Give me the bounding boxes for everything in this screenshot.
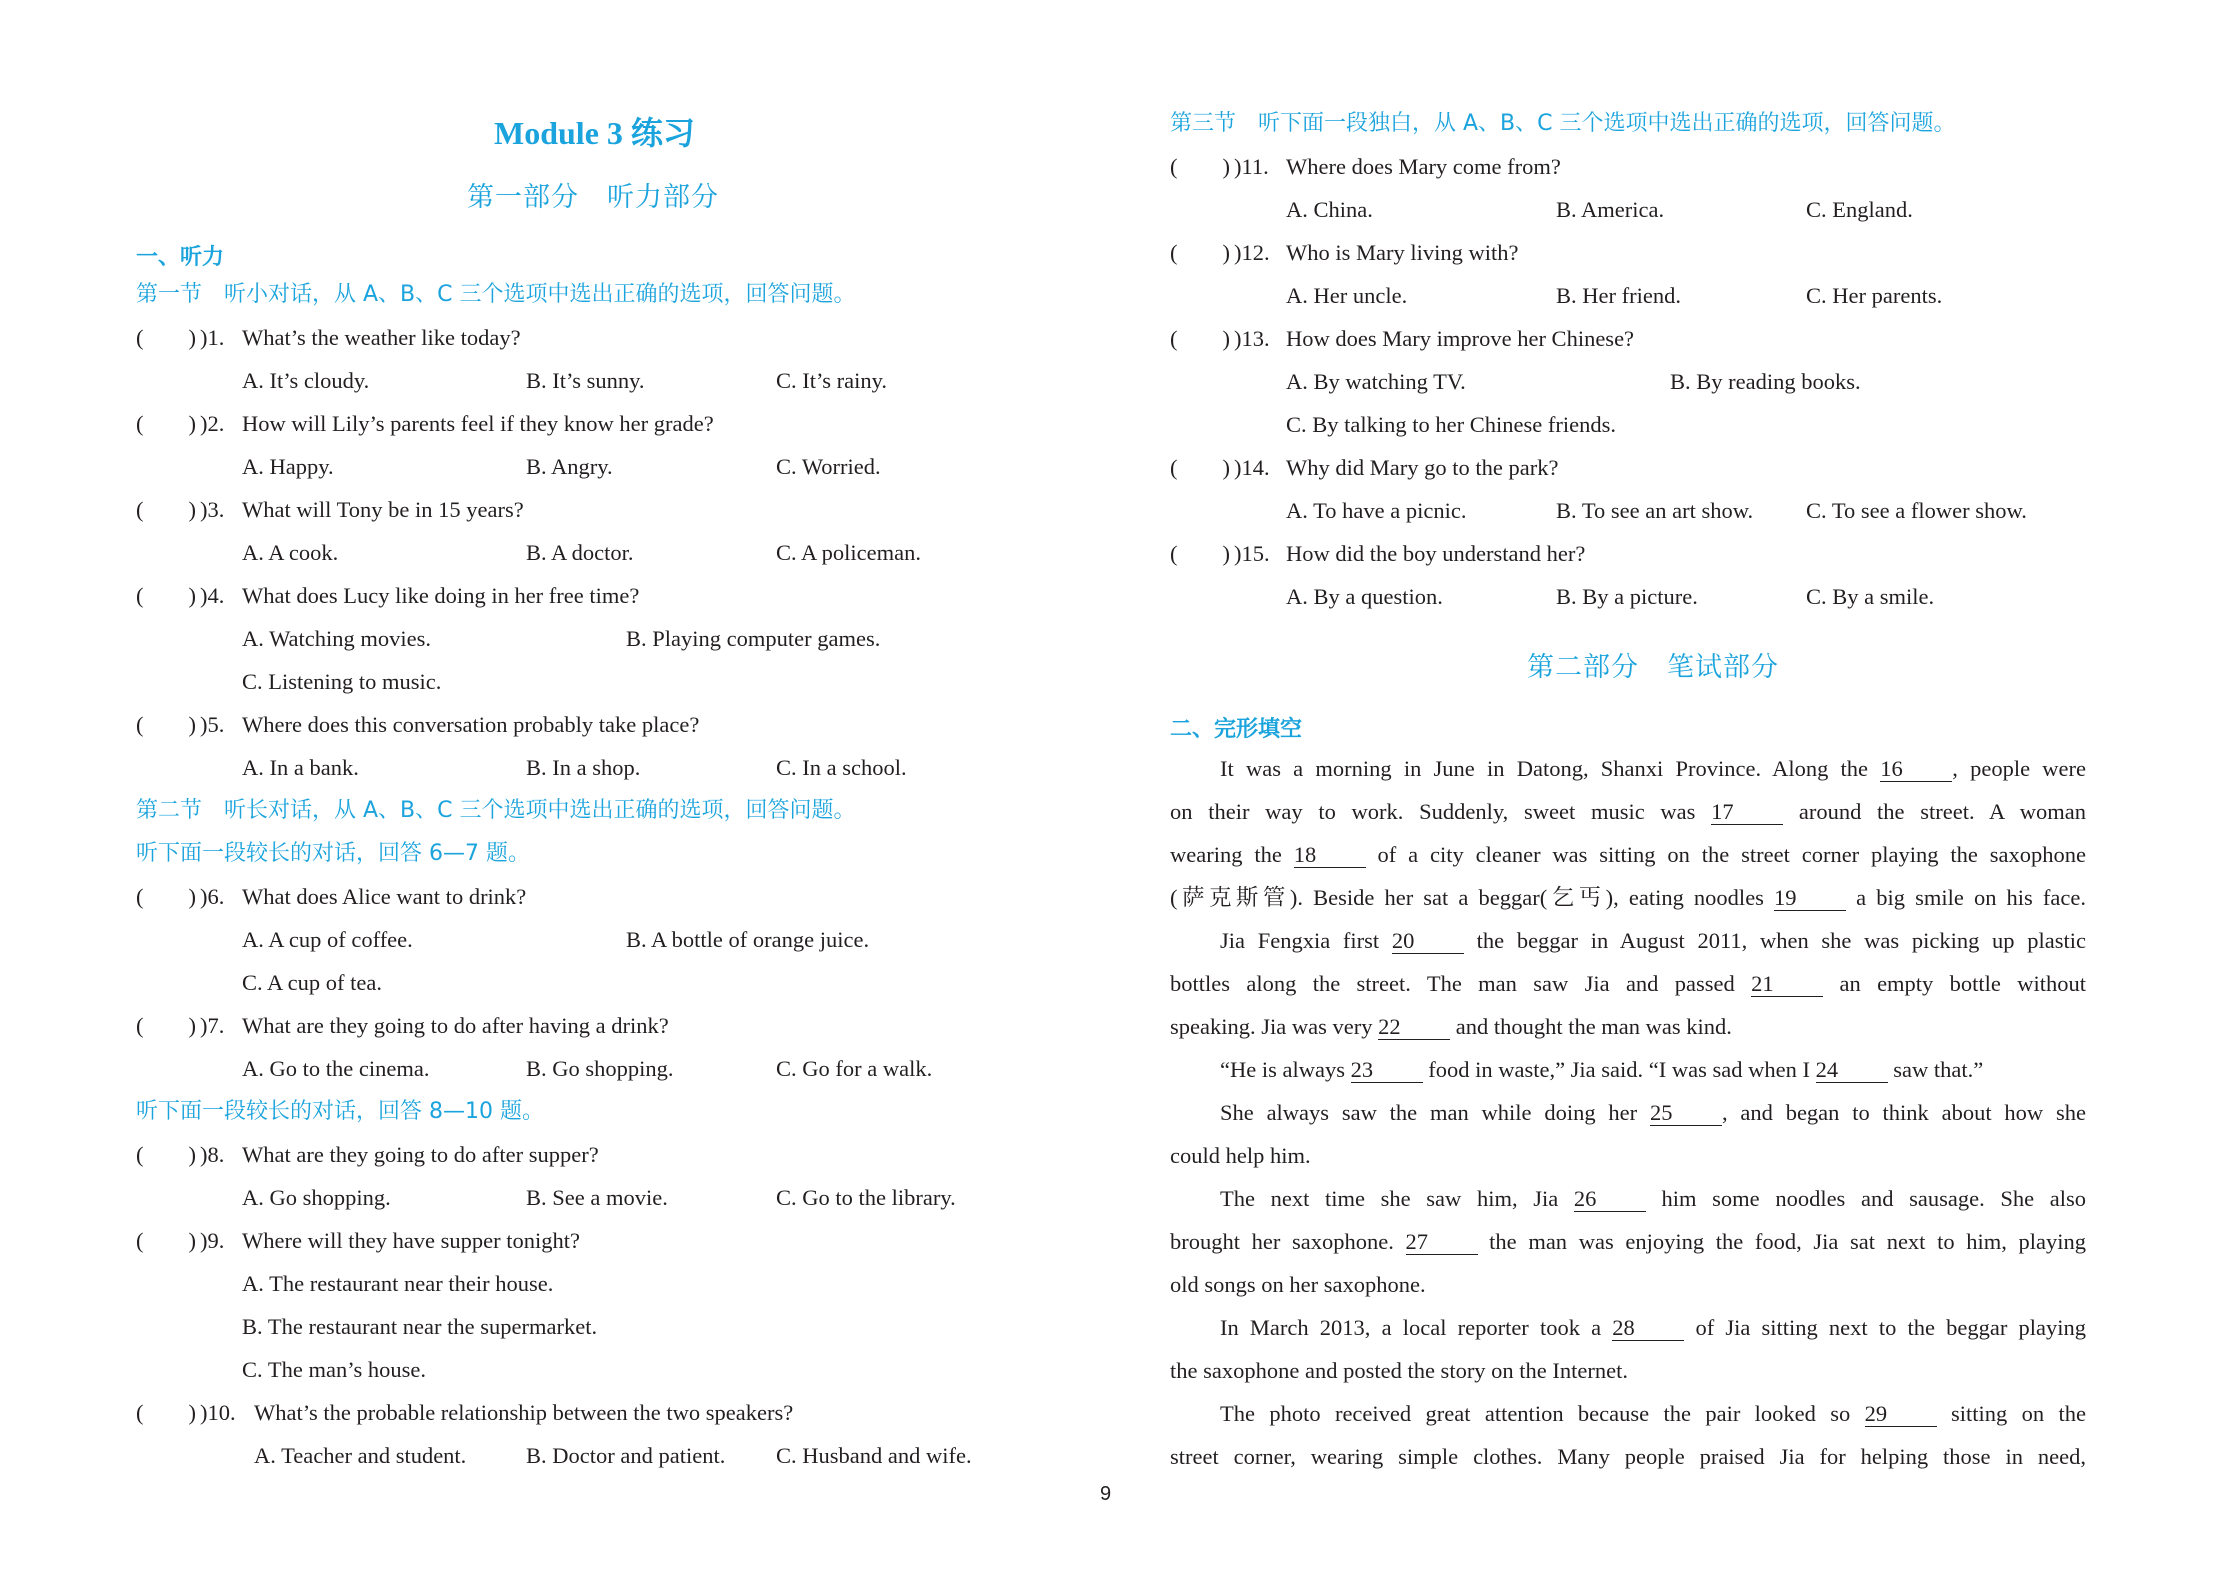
question-text: Why did Mary go to the park?: [1286, 455, 1559, 480]
blank-29[interactable]: 29: [1865, 1402, 1937, 1427]
option-c: C. Go for a walk.: [776, 1056, 933, 1081]
option-c: C. Husband and wife.: [776, 1443, 972, 1468]
option-c: C. A policeman.: [776, 540, 921, 565]
option-c: C. Go to the library.: [776, 1185, 956, 1210]
passage-text: old songs on her saxophone.: [1170, 1272, 1426, 1297]
answer-paren[interactable]: ( ): [136, 1228, 196, 1253]
section2-instruction: 第二节 听长对话，从 A、B、C 三个选项中选出正确的选项，回答问题。: [136, 798, 856, 823]
section3-instruction: 第三节 听下面一段独白，从 A、B、C 三个选项中选出正确的选项，回答问题。: [1170, 111, 1956, 136]
cloze-line-14: [1170, 1306, 2086, 1349]
option-a: A. Her uncle.: [1286, 283, 1408, 308]
option-a: A. By watching TV.: [1286, 369, 1466, 394]
module-title: Module 3 练习: [494, 115, 695, 151]
blank-22[interactable]: 22: [1378, 1015, 1450, 1040]
question-number: )8.: [200, 1142, 225, 1167]
answer-paren[interactable]: ( ): [1170, 240, 1230, 265]
passage-text: wearing the: [1170, 842, 1294, 867]
option-c: C. Her parents.: [1806, 283, 1943, 308]
option-a: A. Go shopping.: [242, 1185, 391, 1210]
blank-18[interactable]: 18: [1294, 843, 1366, 868]
question-number: )1.: [200, 325, 225, 350]
option-a: A. It’s cloudy.: [242, 368, 370, 393]
option-b: B. A doctor.: [526, 540, 634, 565]
part1-title: 第一部分 听力部分: [467, 182, 719, 213]
option-b: B. Her friend.: [1556, 283, 1681, 308]
question-text: What will Tony be in 15 years?: [242, 497, 524, 522]
cloze-line-7: [1170, 1005, 2086, 1048]
blank-24[interactable]: 24: [1816, 1058, 1888, 1083]
passage-text: him some noodles and sausage. She also: [1645, 1186, 2086, 1211]
section1-instruction: 第一节 听小对话，从 A、B、C 三个选项中选出正确的选项，回答问题。: [136, 282, 856, 307]
option-c: C. By talking to her Chinese friends.: [1286, 412, 1616, 437]
answer-paren[interactable]: ( ): [136, 1142, 196, 1167]
answer-paren[interactable]: ( ): [136, 884, 196, 909]
question-text: What’s the weather like today?: [242, 325, 521, 350]
option-a: A. Teacher and student.: [254, 1443, 467, 1468]
option-b: B. Go shopping.: [526, 1056, 674, 1081]
option-a: A. Watching movies.: [242, 626, 431, 651]
question-number: )12.: [1234, 240, 1270, 265]
option-a: A. The restaurant near their house.: [242, 1271, 554, 1296]
answer-paren[interactable]: ( ): [136, 497, 196, 522]
cloze-line-11: [1170, 1177, 2086, 1220]
passage-text: the saxophone and posted the story on the Internet.: [1170, 1358, 1629, 1383]
cloze-line-8: [1170, 1048, 2086, 1091]
option-c: C. A cup of tea.: [242, 970, 382, 995]
answer-paren[interactable]: ( ): [136, 411, 196, 436]
option-b: B. The restaurant near the supermarket.: [242, 1314, 598, 1339]
option-c: C. It’s rainy.: [776, 368, 888, 393]
passage-text: street corner, wearing simple clothes. Many people praised Jia for helping those in need,: [1170, 1444, 2086, 1469]
blank-20[interactable]: 20: [1392, 929, 1464, 954]
question-text: What are they going to do after having a drink?: [242, 1013, 669, 1038]
question-number: )7.: [200, 1013, 225, 1038]
option-c: C. In a school.: [776, 755, 907, 780]
option-a: A. Go to the cinema.: [242, 1056, 430, 1081]
part2-title: 第二部分 笔试部分: [1527, 652, 1779, 683]
option-b: B. See a movie.: [526, 1185, 668, 1210]
question-number: )6.: [200, 884, 225, 909]
option-a: A. In a bank.: [242, 755, 359, 780]
answer-paren[interactable]: ( ): [136, 583, 196, 608]
blank-16[interactable]: 16: [1880, 757, 1952, 782]
question-text: Where will they have supper tonight?: [242, 1228, 581, 1253]
option-c: C. To see a flower show.: [1806, 498, 2027, 523]
question-number: )15.: [1234, 541, 1270, 566]
passage-text: a big smile on his face.: [1846, 885, 2086, 910]
passage-text: “He is always: [1220, 1057, 1351, 1082]
passage-text: of Jia sitting next to the beggar playing: [1684, 1315, 2086, 1340]
cloze-line-1: [1170, 747, 2086, 790]
option-a: A. A cup of coffee.: [242, 927, 413, 952]
option-b: B. Doctor and patient.: [526, 1443, 726, 1468]
question-text: Where does this conversation probably take place?: [242, 712, 700, 737]
passage-text: on their way to work. Suddenly, sweet music was: [1170, 799, 1712, 824]
blank-23[interactable]: 23: [1351, 1058, 1423, 1083]
blank-26[interactable]: 26: [1574, 1187, 1646, 1212]
option-a: A. A cook.: [242, 540, 339, 565]
question-text: What’s the probable relationship between the two speakers?: [254, 1400, 794, 1425]
option-c: C. By a smile.: [1806, 584, 1935, 609]
passage-text: In March 2013, a local reporter took a: [1220, 1315, 1613, 1340]
question-text: What does Alice want to drink?: [242, 884, 527, 909]
blank-19[interactable]: 19: [1774, 886, 1846, 911]
option-b: B. By a picture.: [1556, 584, 1698, 609]
cloze-line-15: [1170, 1349, 2086, 1392]
passage-text: The next time she saw him, Jia: [1220, 1186, 1574, 1211]
passage-text: could help him.: [1170, 1143, 1311, 1168]
cloze-line-9: [1170, 1091, 2086, 1134]
passage-text: around the street. A woman: [1783, 799, 2086, 824]
option-a: A. China.: [1286, 197, 1373, 222]
cloze-line-5: [1170, 919, 2086, 962]
question-number: )2.: [200, 411, 225, 436]
question-text: How will Lily’s parents feel if they know her grade?: [242, 411, 714, 436]
answer-paren[interactable]: ( ): [1170, 541, 1230, 566]
option-b: B. By reading books.: [1670, 369, 1861, 394]
passage-text: of a city cleaner was sitting on the street corner playing the saxophone: [1365, 842, 2086, 867]
passage-text: , people were: [1952, 756, 2086, 781]
cloze-line-17: [1170, 1435, 2086, 1478]
question-number: )13.: [1234, 326, 1270, 351]
cloze-line-6: [1170, 962, 2086, 1005]
question-text: Where does Mary come from?: [1286, 154, 1561, 179]
option-b: B. To see an art show.: [1556, 498, 1754, 523]
section-listening-heading: 一、听力: [136, 245, 225, 270]
passage-text: , and began to think about how she: [1721, 1100, 2086, 1125]
question-number: )3.: [200, 497, 225, 522]
option-b: B. Playing computer games.: [626, 626, 881, 651]
blank-17[interactable]: 17: [1711, 800, 1783, 825]
question-number: )5.: [200, 712, 225, 737]
answer-paren[interactable]: ( ): [136, 1013, 196, 1038]
question-text: How did the boy understand her?: [1286, 541, 1586, 566]
section2-sub-instruction-2: 听下面一段较长的对话，回答 8—10 题。: [136, 1099, 544, 1124]
passage-text: sitting on the: [1936, 1401, 2086, 1426]
option-a: A. To have a picnic.: [1286, 498, 1467, 523]
option-b: B. Angry.: [526, 454, 613, 479]
passage-text: Jia Fengxia first: [1220, 928, 1392, 953]
cloze-line-12: [1170, 1220, 2086, 1263]
blank-27[interactable]: 27: [1406, 1230, 1478, 1255]
question-number: )4.: [200, 583, 225, 608]
answer-paren[interactable]: ( ): [136, 712, 196, 737]
answer-paren[interactable]: ( ): [1170, 154, 1230, 179]
question-text: Who is Mary living with?: [1286, 240, 1519, 265]
blank-25[interactable]: 25: [1650, 1101, 1722, 1126]
section2-sub-instruction-1: 听下面一段较长的对话，回答 6—7 题。: [136, 841, 530, 866]
passage-text: saw that.”: [1887, 1057, 1984, 1082]
passage-text: an empty bottle without: [1823, 971, 2087, 996]
passage-text: and thought the man was kind.: [1450, 1014, 1732, 1039]
section-cloze-heading: 二、完形填空: [1170, 717, 1303, 742]
passage-text: The photo received great attention because the pair looked so: [1220, 1401, 1865, 1426]
passage-text: speaking. Jia was very: [1170, 1014, 1379, 1039]
cloze-line-16: [1170, 1392, 2086, 1435]
answer-paren[interactable]: ( ): [1170, 326, 1230, 351]
cloze-line-4: [1170, 876, 2086, 919]
option-c: C. Listening to music.: [242, 669, 442, 694]
option-c: C. The man’s house.: [242, 1357, 426, 1382]
page-number: 9: [1100, 1483, 1112, 1505]
option-c: C. England.: [1806, 197, 1913, 222]
question-text: How does Mary improve her Chinese?: [1286, 326, 1635, 351]
passage-text: the man was enjoying the food, Jia sat next to him, playing: [1477, 1229, 2086, 1254]
option-b: B. In a shop.: [526, 755, 641, 780]
question-number: )14.: [1234, 455, 1270, 480]
passage-text: food in waste,” Jia said. “I was sad when I: [1422, 1057, 1816, 1082]
passage-text: bottles along the street. The man saw Jia and passed: [1170, 971, 1752, 996]
option-b: B. It’s sunny.: [526, 368, 645, 393]
passage-text: the beggar in August 2011, when she was picking up plastic: [1463, 928, 2086, 953]
cloze-line-2: [1170, 790, 2086, 833]
question-number: )10.: [200, 1400, 236, 1425]
blank-28[interactable]: 28: [1612, 1316, 1684, 1341]
cloze-line-10: [1170, 1134, 2086, 1177]
question-text: What are they going to do after supper?: [242, 1142, 599, 1167]
answer-paren[interactable]: ( ): [1170, 455, 1230, 480]
cloze-line-13: [1170, 1263, 2086, 1306]
passage-text: brought her saxophone.: [1170, 1229, 1406, 1254]
passage-text: It was a morning in June in Datong, Shanxi Province. Along the: [1220, 756, 1881, 781]
question-text: What does Lucy like doing in her free time?: [242, 583, 640, 608]
option-c: C. Worried.: [776, 454, 881, 479]
option-b: B. America.: [1556, 197, 1665, 222]
question-number: )11.: [1234, 154, 1269, 179]
passage-text: (萨克斯管). Beside her sat a beggar(乞丐), eating noodles: [1170, 885, 1775, 910]
cloze-line-3: [1170, 833, 2086, 876]
question-number: )9.: [200, 1228, 225, 1253]
option-b: B. A bottle of orange juice.: [626, 927, 870, 952]
option-a: A. By a question.: [1286, 584, 1443, 609]
passage-text: She always saw the man while doing her: [1220, 1100, 1650, 1125]
answer-paren[interactable]: ( ): [136, 1400, 196, 1425]
answer-paren[interactable]: ( ): [136, 325, 196, 350]
blank-21[interactable]: 21: [1751, 972, 1823, 997]
option-a: A. Happy.: [242, 454, 334, 479]
